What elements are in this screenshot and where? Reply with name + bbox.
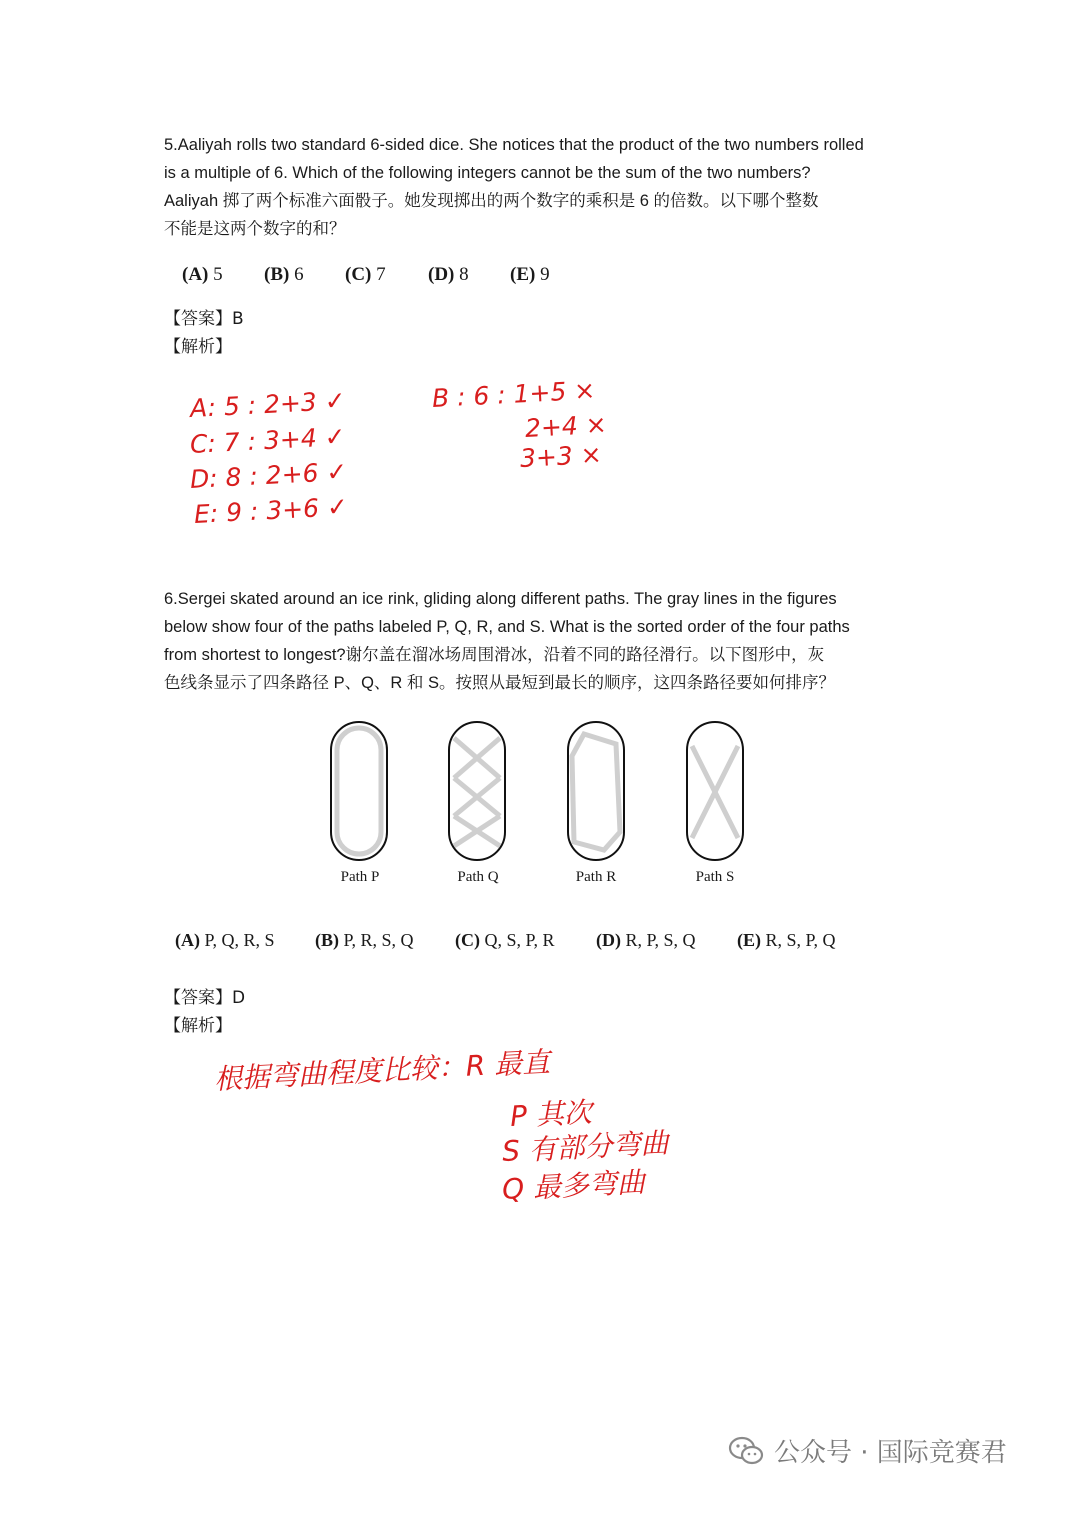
path-q-figure	[449, 722, 505, 860]
footer-watermark	[728, 1432, 1007, 1469]
q5-text	[164, 131, 916, 243]
q5-line: Aaliyah 掷了两个标准六面骰子。她发现掷出的两个数字的乘积是 6 的倍数。以下哪个整数	[164, 192, 819, 210]
q5-hand-right-1: B : 6 : 1+5 ×	[431, 375, 596, 413]
q5-hand-left-1: A: 5 : 2+3 ✓	[189, 385, 347, 423]
q6-choice-e: (E) R, S, P, Q	[737, 930, 836, 950]
path-s-figure	[687, 722, 743, 860]
q5-answer: 【答案】B	[164, 309, 244, 329]
q6-text	[164, 585, 916, 697]
q6-analysis-label: 【解析】	[164, 1016, 232, 1036]
q5-hand-right-2: 2+4 ×	[524, 409, 608, 443]
q5-choice-b: (B) 6	[264, 264, 304, 285]
q5-choice-e: (E) 9	[510, 264, 550, 285]
q5-line: 不能是这两个数字的和？	[164, 220, 346, 238]
footer-text: 公众号 · 国际竞赛君	[774, 1438, 1007, 1468]
path-p-label: Path P	[340, 869, 380, 885]
q6-hand-3: S 有部分弯曲	[501, 1126, 670, 1168]
q5-hand-left-3: D: 8 : 2+6 ✓	[189, 456, 349, 494]
q5-analysis-label: 【解析】	[164, 337, 232, 357]
q6-choice-b: (B) P, R, S, Q	[315, 930, 414, 950]
wechat-icon	[728, 1436, 764, 1466]
q6-line: below show four of the paths labeled P, Q, R, and S. What is the sorted order of the four paths	[164, 618, 850, 636]
q5-hand-left-2: C: 7 : 3+4 ✓	[189, 421, 347, 459]
q6-line: from shortest to longest?谢尔盖在溜冰场周围滑冰，沿着不同的路径滑行。以下图形中，灰	[164, 646, 825, 664]
path-q-label: Path Q	[457, 869, 499, 885]
q6-hand-1: 根据弯曲程度比较：R 最直	[213, 1045, 551, 1096]
path-r-figure	[568, 722, 624, 860]
path-p-figure	[331, 722, 387, 860]
q5-hand-right-3: 3+3 ×	[519, 439, 603, 473]
q5-choice-c: (C) 7	[345, 264, 386, 285]
q6-line: 色线条显示了四条路径 P、Q、R 和 S。按照从最短到最长的顺序，这四条路径要如何排序？	[164, 674, 836, 692]
path-r-label: Path R	[575, 869, 617, 885]
q5-line: is a multiple of 6. Which of the following integers cannot be the sum of the two numbers?	[164, 164, 811, 182]
path-figures	[320, 716, 760, 866]
q6-choice-d: (D) R, P, S, Q	[596, 930, 696, 950]
q5-line: 5.Aaliyah rolls two standard 6-sided dice. She notices that the product of the two numbers rolled	[164, 136, 864, 154]
q6-line: 6.Sergei skated around an ice rink, gliding along different paths. The gray lines in the figures	[164, 590, 837, 608]
q6-hand-2: P 其次	[509, 1095, 593, 1133]
q6-choice-c: (C) Q, S, P, R	[455, 930, 555, 950]
q6-choice-a: (A) P, Q, R, S	[175, 930, 275, 950]
q5-choice-d: (D) 8	[428, 264, 469, 285]
path-s-label: Path S	[695, 869, 735, 885]
q5-hand-left-4: E: 9 : 3+6 ✓	[193, 491, 349, 529]
q6-answer: 【答案】D	[164, 988, 246, 1008]
q5-choice-a: (A) 5	[182, 264, 223, 285]
q6-hand-4: Q 最多弯曲	[501, 1165, 646, 1206]
